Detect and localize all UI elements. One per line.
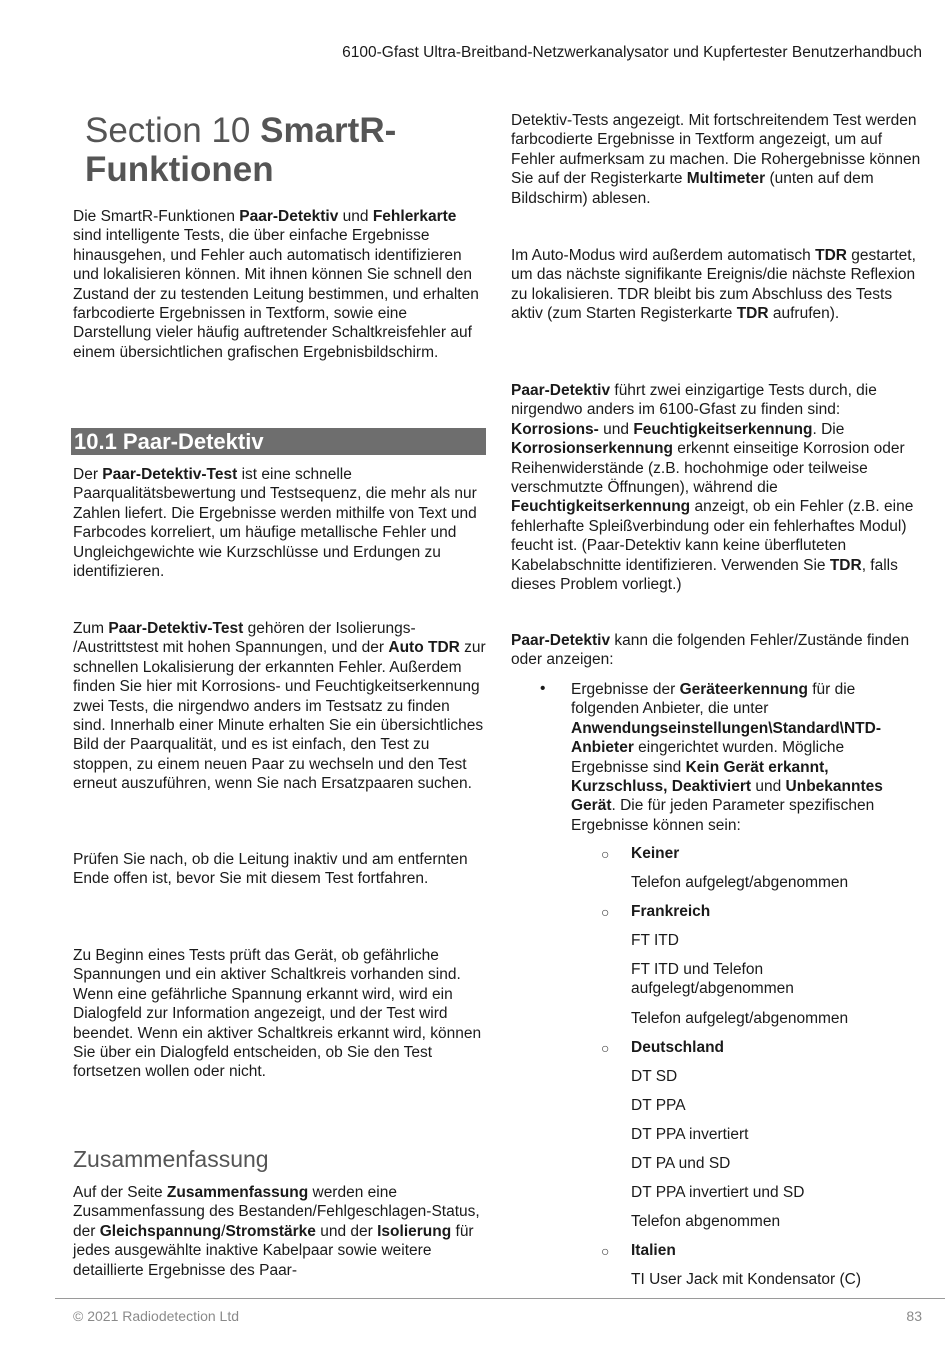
paragraph-auto-mode: Im Auto-Modus wird außerdem automatisch TDR gestartet, um das nächste signifikante Ereignis/die nächste Reflexion zu lokalisieren. TDR bleibt bis zum Abschluss des Tests aktiv (zum Starten Registerkarte TDR aufrufen). [511,247,916,323]
bold-term: Anwendungseinstellungen\Standard\NTD-Anbieter [571,719,882,757]
list-item: DT SD [631,1068,678,1085]
list-item: FT ITD und Telefon aufgelegt/abgenommen [631,961,794,998]
list-item: FT ITD [631,932,679,949]
circle-marker: ○ [601,904,610,920]
bullet-device-detection: Ergebnisse der Geräteerkennung für die folgenden Anbieter, die unter Anwendungseinstellungen\Standard\NTD-Anbieter eingerichtet wurden. Mögliche Ergebnisse sind Kein Gerät erkannt, Kurzschluss, Deaktiviert und Unbekanntes Gerät. Die für jeden Parameter spezifischen Ergebnisse können sein: [571,681,883,834]
bold-term: Paar-Detektiv [239,208,339,225]
group-name: Italien [631,1242,676,1259]
bold-term: Stromstärke [225,1222,316,1240]
summary-heading: Zusammenfassung [73,1146,269,1172]
section-prefix: Section 10 [85,111,261,150]
bold-term: Multimeter [686,170,766,188]
section-title-bold: SmartR-Funktionen [85,111,397,189]
paragraph-dangerous-voltage: Zu Beginn eines Tests prüft das Gerät, ob gefährliche Spannungen und ein aktiver Schaltkreis vorhanden sind. Wenn eine gefährliche Spannung erkannt wird, wird ein Dialogfeld zur Information angezeigt, und der Test wird beendet. Wenn ein aktiver Schaltkreis erkannt wird, können Sie über ein Dialogfeld entscheiden, ob Sie den Test fortsetzen wollen oder nicht. [73,947,482,1081]
list-item: DT PPA invertiert und SD [631,1184,805,1201]
bullet-marker: • [540,680,546,697]
bold-term: TDR [815,247,847,264]
bold-term: Paar-Detektiv [511,632,611,649]
bold-term: Fehlerkarte [372,208,457,225]
bold-term: Korrosionserkennung [511,440,673,458]
bold-term: TDR [736,305,769,323]
bold-term: Kein Gerät erkannt, Kurzschluss, Deaktiviert [571,758,829,796]
paragraph-continued: Detektiv-Tests angezeigt. Mit fortschreitendem Test werden farbcodierte Ergebnisse in Textform angezeigt, um auf Fehler aufmerksam zu machen. Die Rohergebnisse können Sie auf der Registerkarte Multimeter (unten auf dem Bildschirm) ablesen. [511,112,921,207]
paragraph-summary: Auf der Seite Zusammenfassung werden eine Zusammenfassung des Bestanden/Fehlgeschlagen-Status, der Gleichspannung/Stromstärke und der Isolierung für jedes ausgewählte inaktive Kabelpaar sowie weitere detaillierte Ergebnisse des Paar- [73,1184,480,1279]
section-title [85,111,485,189]
bold-term: TDR [829,556,862,574]
running-header: 6100-Gfast Ultra-Breitband-Netzwerkanalysator und Kupfertester Benutzerhandbuch [342,44,922,61]
paragraph-test-components: Zum Paar-Detektiv-Test gehören der Isolierungs- /Austrittstest mit hohen Spannungen, und der Auto TDR zur schnellen Lokalisierung der erkannten Fehler. Außerdem finden Sie hier mit Korrosions- und Feuchtigkeitserkennung zwei Tests, die nirgendwo anders im Testsatz zu finden sind. Innerhalb einer Minute erhalten Sie ein übersichtliches Bild der Paarqualität, und es ist einfach, den Test zu stoppen, zu einem neuen Paar zu wechseln und den Test erneut auszuführen, wenn Sie nach Ersatzpaaren suchen. [73,620,486,793]
bold-term: Feuchtigkeitserkennung [511,498,691,516]
paragraph-unique-tests: Paar-Detektiv führt zwei einzigartige Tests durch, die nirgendwo anders im 6100-Gfast zu finden sind: Korrosions- und Feuchtigkeitserkennung. Die Korrosionserkennung erkennt einseitige Korrosion oder Reihenwiderstände (z.B. hochohmige oder teilweise verschmutzte Öffnungen), während die Feuchtigkeitserkennung anzeigt, ob ein Fehler (z.B. eine fehlerhafte Spleißverbindung oder ein fehlerhaftes Modul) feucht ist. (Paar-Detektiv kann keine überfluteten Kabelabschnitte identifizieren. Verwenden Sie TDR, falls dieses Problem vorliegt.) [511,382,914,594]
bold-term: Feuchtigkeitserkennung [633,420,813,438]
bold-term: Paar-Detektiv-Test [108,620,244,637]
intro-paragraph: Die SmartR-Funktionen Paar-Detektiv und Fehlerkarte sind intelligente Tests, die über einfache Ergebnisse hinausgehen, und Fehler auch automatisch identifizieren und lokalisieren können. Mit ihnen können Sie schnell den Zustand der zu testenden Leitung bestimmen, und erhalten farbcodierte Ergebnissen in Textform, sowie eine Darstellung vieler häufig auftretender Schaltkreisfehler auf einem übersichtlichen grafischen Ergebnisbildschirm. [73,208,479,361]
footer-divider [55,1298,945,1299]
page-number: 83 [906,1308,922,1324]
bold-term: Unbekanntes Gerät [571,778,883,815]
subsection-title: 10.1 Paar-Detektiv [71,428,486,455]
list-item: TI User Jack mit Kondensator (C) [631,1271,861,1288]
bold-term: Paar-Detektiv [511,382,611,399]
bold-term: Korrosions- [511,420,599,438]
bold-term: Gleichspannung [99,1222,222,1240]
footer-copyright: © 2021 Radiodetection Ltd [73,1308,239,1324]
bold-term: Zusammenfassung [166,1184,309,1201]
paragraph-findings-intro: Paar-Detektiv kann die folgenden Fehler/Zustände finden oder anzeigen: [511,632,910,669]
circle-marker: ○ [601,846,610,862]
list-item: DT PA und SD [631,1155,731,1172]
group-name: Deutschland [631,1039,725,1056]
group-name: Keiner [631,845,680,862]
bold-term: Paar-Detektiv-Test [102,466,238,483]
paragraph-check-line: Prüfen Sie nach, ob die Leitung inaktiv und am entfernten Ende offen ist, bevor Sie mit diesem Test fortfahren. [73,851,468,888]
list-item: DT PPA invertiert [631,1126,749,1143]
bold-term: Auto TDR [388,639,460,657]
bold-term: Geräteerkennung [679,681,808,698]
circle-marker: ○ [601,1040,610,1056]
paragraph-paar-detektiv-test: Der Paar-Detektiv-Test ist eine schnelle Paarqualitätsbewertung und Testsequenz, die mehr als nur Zahlen liefert. Die Ergebnisse werden mithilfe von Text und Farbcodes korreliert, um häufige metallische Fehler und Ungleichgewichte wie Kurzschlüsse und Erdungen zu identifizieren. [73,466,477,581]
circle-marker: ○ [601,1243,610,1259]
bold-term: Isolierung [377,1222,452,1240]
list-item: DT PPA [631,1097,686,1114]
list-item: Telefon aufgelegt/abgenommen [631,1010,849,1027]
list-item: Telefon aufgelegt/abgenommen [631,874,849,891]
list-item: Telefon abgenommen [631,1213,781,1230]
group-name: Frankreich [631,903,711,920]
